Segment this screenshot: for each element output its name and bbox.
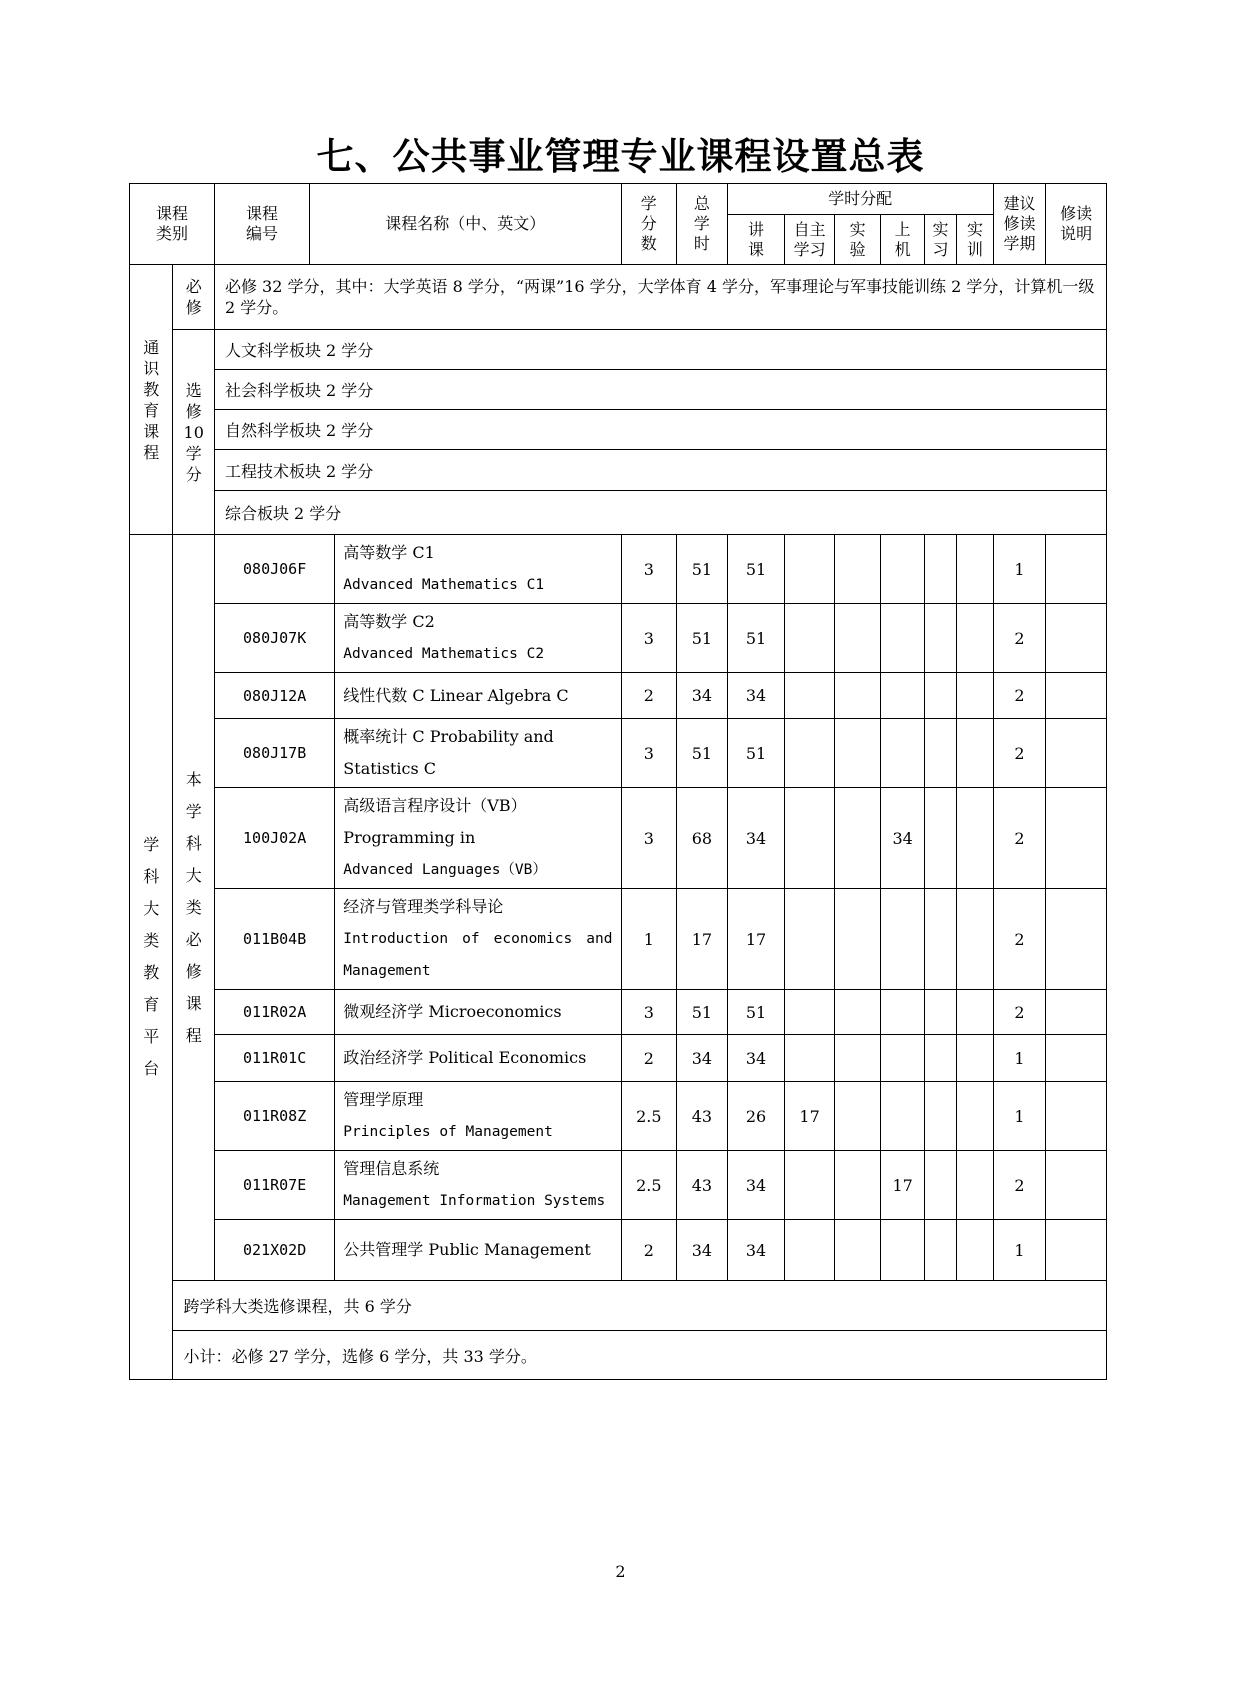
credits-cell: 2 [621, 1220, 677, 1281]
header-lecture: 讲 课 [727, 215, 785, 265]
header-row [130, 184, 1107, 215]
header-notes: 修读 说明 [1046, 184, 1107, 265]
practice-cell [924, 673, 956, 719]
total-hours-cell: 51 [677, 719, 728, 788]
self-study-cell [785, 719, 835, 788]
computer-cell [881, 1082, 924, 1151]
course-code: 080J07K [214, 604, 334, 673]
notes-cell [1046, 719, 1107, 788]
lecture-cell: 34 [727, 673, 785, 719]
notes-cell [1046, 788, 1107, 889]
training-cell [957, 1220, 993, 1281]
general-elective-item: 自然科学板块 2 学分 [214, 410, 1106, 450]
total-hours-cell: 51 [677, 604, 728, 673]
computer-cell: 17 [881, 1151, 924, 1220]
experiment-cell [834, 604, 881, 673]
course-row [130, 990, 1107, 1035]
course-row [130, 1035, 1107, 1082]
course-row [130, 1151, 1107, 1220]
header-code: 课程 编号 [214, 184, 309, 265]
semester-cell: 2 [993, 1151, 1046, 1220]
total-hours-cell: 43 [677, 1151, 728, 1220]
course-name-cn: 政治经济学 Political Economics [343, 1048, 587, 1067]
lecture-cell: 34 [727, 1151, 785, 1220]
self-study-cell [785, 889, 835, 990]
total-hours-cell: 34 [677, 1035, 728, 1082]
notes-cell [1046, 1151, 1107, 1220]
credits-cell: 3 [621, 788, 677, 889]
computer-cell [881, 1035, 924, 1082]
course-name-cn: 线性代数 C Linear Algebra C [343, 685, 569, 705]
course-row [130, 535, 1107, 604]
discipline-required-label: 本 学 科 大 类 必 修 课 程 [173, 535, 214, 1281]
notes-cell [1046, 1082, 1107, 1151]
total-hours-cell: 68 [677, 788, 728, 889]
credits-cell: 2.5 [621, 1151, 677, 1220]
practice-cell [924, 719, 956, 788]
training-cell [957, 1151, 993, 1220]
practice-cell [924, 1082, 956, 1151]
general-required-label: 必 修 [173, 265, 214, 330]
notes-cell [1046, 673, 1107, 719]
practice-cell [924, 535, 956, 604]
semester-cell: 2 [993, 889, 1046, 990]
course-name [335, 604, 621, 673]
course-name-cn: 管理学原理 [343, 1090, 424, 1109]
course-row [130, 788, 1107, 889]
header-total-hours: 总 学 时 [677, 184, 728, 265]
general-elective-item: 综合板块 2 学分 [214, 491, 1106, 535]
general-elective-item: 社会科学板块 2 学分 [214, 370, 1106, 410]
training-cell [957, 604, 993, 673]
header-course-name: 课程名称（中、英文） [310, 184, 621, 265]
general-elective-row [130, 491, 1107, 535]
course-code: 080J12A [214, 673, 334, 719]
course-code: 011R02A [214, 990, 334, 1035]
course-name [335, 1151, 621, 1220]
course-name-en: Advanced Mathematics C1 [343, 577, 545, 593]
lecture-cell: 26 [727, 1082, 785, 1151]
lecture-cell: 51 [727, 604, 785, 673]
general-elective-row [130, 370, 1107, 410]
total-hours-cell: 51 [677, 535, 728, 604]
self-study-cell [785, 673, 835, 719]
course-name-cn: 管理信息系统 [343, 1159, 440, 1178]
experiment-cell [834, 1035, 881, 1082]
header-experiment: 实 验 [834, 215, 881, 265]
total-hours-cell: 34 [677, 1220, 728, 1281]
practice-cell [924, 1220, 956, 1281]
self-study-cell [785, 788, 835, 889]
notes-cell [1046, 990, 1107, 1035]
training-cell [957, 889, 993, 990]
notes-cell [1046, 604, 1107, 673]
subtotal-row [130, 1331, 1107, 1380]
credits-cell: 3 [621, 535, 677, 604]
lecture-cell: 51 [727, 719, 785, 788]
header-self-study: 自主 学习 [785, 215, 835, 265]
course-name [335, 990, 621, 1035]
course-name-en: Introduction of economics and Management [343, 931, 613, 979]
course-code: 011B04B [214, 889, 334, 990]
self-study-cell: 17 [785, 1082, 835, 1151]
semester-cell: 1 [993, 535, 1046, 604]
course-name [335, 1082, 621, 1151]
page-title: 七、公共事业管理专业课程设置总表 [316, 135, 925, 178]
self-study-cell [785, 604, 835, 673]
practice-cell [924, 1151, 956, 1220]
training-cell [957, 1035, 993, 1082]
header-practice: 实 习 [924, 215, 956, 265]
self-study-cell [785, 990, 835, 1035]
course-name-cn: 微观经济学 Microeconomics [343, 1002, 562, 1021]
semester-cell: 2 [993, 673, 1046, 719]
course-code: 011R01C [214, 1035, 334, 1082]
course-name [335, 719, 621, 788]
general-elective-item: 人文科学板块 2 学分 [214, 330, 1106, 370]
training-cell [957, 719, 993, 788]
semester-cell: 2 [993, 788, 1046, 889]
subtotal-text: 小计：必修 27 学分，选修 6 学分，共 33 学分。 [173, 1331, 1107, 1380]
experiment-cell [834, 535, 881, 604]
header-semester: 建议 修读 学期 [993, 184, 1046, 265]
course-name-cn: 高级语言程序设计（VB）Programming in [343, 796, 527, 847]
lecture-cell: 34 [727, 788, 785, 889]
course-code: 080J17B [214, 719, 334, 788]
notes-cell [1046, 535, 1107, 604]
general-required-text: 必修 32 学分，其中：大学英语 8 学分，“两课”16 学分，大学体育 4 学分，军事理论与军事技能训练 2 学分，计算机一级 2 学分。 [214, 265, 1106, 330]
general-elective-row [130, 450, 1107, 491]
practice-cell [924, 1035, 956, 1082]
lecture-cell: 51 [727, 990, 785, 1035]
computer-cell: 34 [881, 788, 924, 889]
experiment-cell [834, 719, 881, 788]
course-code: 100J02A [214, 788, 334, 889]
course-code: 021X02D [214, 1220, 334, 1281]
total-hours-cell: 17 [677, 889, 728, 990]
computer-cell [881, 535, 924, 604]
credits-cell: 2.5 [621, 1082, 677, 1151]
course-name [335, 788, 621, 889]
general-elective-row [130, 410, 1107, 450]
course-row [130, 1220, 1107, 1281]
self-study-cell [785, 1151, 835, 1220]
general-elective-item: 工程技术板块 2 学分 [214, 450, 1106, 491]
course-name-en: Management Information Systems [343, 1193, 606, 1209]
course-row [130, 889, 1107, 990]
notes-cell [1046, 1220, 1107, 1281]
credits-cell: 3 [621, 719, 677, 788]
course-code: 011R08Z [214, 1082, 334, 1151]
course-table [129, 183, 1107, 1380]
semester-cell: 1 [993, 1220, 1046, 1281]
notes-cell [1046, 889, 1107, 990]
page-number: 2 [615, 1562, 626, 1581]
total-hours-cell: 34 [677, 673, 728, 719]
experiment-cell [834, 1220, 881, 1281]
header-training: 实 训 [957, 215, 993, 265]
general-elective-row [130, 330, 1107, 370]
experiment-cell [834, 990, 881, 1035]
computer-cell [881, 990, 924, 1035]
course-code: 080J06F [214, 535, 334, 604]
general-category: 通 识 教 育 课 程 [130, 265, 173, 535]
lecture-cell: 34 [727, 1220, 785, 1281]
course-name-en: Advanced Languages（VB） [343, 862, 547, 878]
self-study-cell [785, 1220, 835, 1281]
course-name-cn: 高等数学 C2 [343, 612, 435, 631]
course-name-cn: 公共管理学 Public Management [343, 1240, 591, 1259]
discipline-category: 学 科 大 类 教 育 平 台 [130, 535, 173, 1380]
self-study-cell [785, 1035, 835, 1082]
training-cell [957, 673, 993, 719]
credits-cell: 2 [621, 673, 677, 719]
semester-cell: 1 [993, 1035, 1046, 1082]
credits-cell: 3 [621, 604, 677, 673]
semester-cell: 1 [993, 1082, 1046, 1151]
course-row [130, 673, 1107, 719]
course-row [130, 604, 1107, 673]
total-hours-cell: 43 [677, 1082, 728, 1151]
course-name [335, 673, 621, 719]
computer-cell [881, 889, 924, 990]
course-name [335, 1220, 621, 1281]
computer-cell [881, 673, 924, 719]
notes-cell [1046, 1035, 1107, 1082]
semester-cell: 2 [993, 604, 1046, 673]
header-hours-allocation: 学时分配 [727, 184, 993, 215]
credits-cell: 3 [621, 990, 677, 1035]
training-cell [957, 788, 993, 889]
cross-elective-row [130, 1281, 1107, 1331]
header-credits: 学 分 数 [621, 184, 677, 265]
course-code: 011R07E [214, 1151, 334, 1220]
course-name [335, 889, 621, 990]
computer-cell [881, 1220, 924, 1281]
cross-elective-text: 跨学科大类选修课程，共 6 学分 [173, 1281, 1107, 1331]
experiment-cell [834, 1082, 881, 1151]
practice-cell [924, 990, 956, 1035]
practice-cell [924, 604, 956, 673]
general-required-row [130, 265, 1107, 330]
experiment-cell [834, 673, 881, 719]
training-cell [957, 1082, 993, 1151]
course-name-en: Principles of Management [343, 1124, 553, 1140]
lecture-cell: 17 [727, 889, 785, 990]
semester-cell: 2 [993, 990, 1046, 1035]
course-name-cn: 高等数学 C1 [343, 543, 435, 562]
course-name [335, 1035, 621, 1082]
lecture-cell: 51 [727, 535, 785, 604]
experiment-cell [834, 788, 881, 889]
course-name-cn: 概率统计 C Probability and Statistics C [343, 727, 554, 778]
course-name-en: Advanced Mathematics C2 [343, 646, 545, 662]
course-name [335, 535, 621, 604]
course-row [130, 719, 1107, 788]
computer-cell [881, 719, 924, 788]
credits-cell: 1 [621, 889, 677, 990]
lecture-cell: 34 [727, 1035, 785, 1082]
experiment-cell [834, 889, 881, 990]
training-cell [957, 535, 993, 604]
training-cell [957, 990, 993, 1035]
course-row [130, 1082, 1107, 1151]
computer-cell [881, 604, 924, 673]
header-computer: 上 机 [881, 215, 924, 265]
practice-cell [924, 889, 956, 990]
general-elective-label: 选 修 10 学 分 [173, 330, 214, 535]
header-category: 课程 类别 [130, 184, 215, 265]
course-name-cn: 经济与管理类学科导论 [343, 897, 504, 916]
total-hours-cell: 51 [677, 990, 728, 1035]
self-study-cell [785, 535, 835, 604]
experiment-cell [834, 1151, 881, 1220]
semester-cell: 2 [993, 719, 1046, 788]
practice-cell [924, 788, 956, 889]
credits-cell: 2 [621, 1035, 677, 1082]
